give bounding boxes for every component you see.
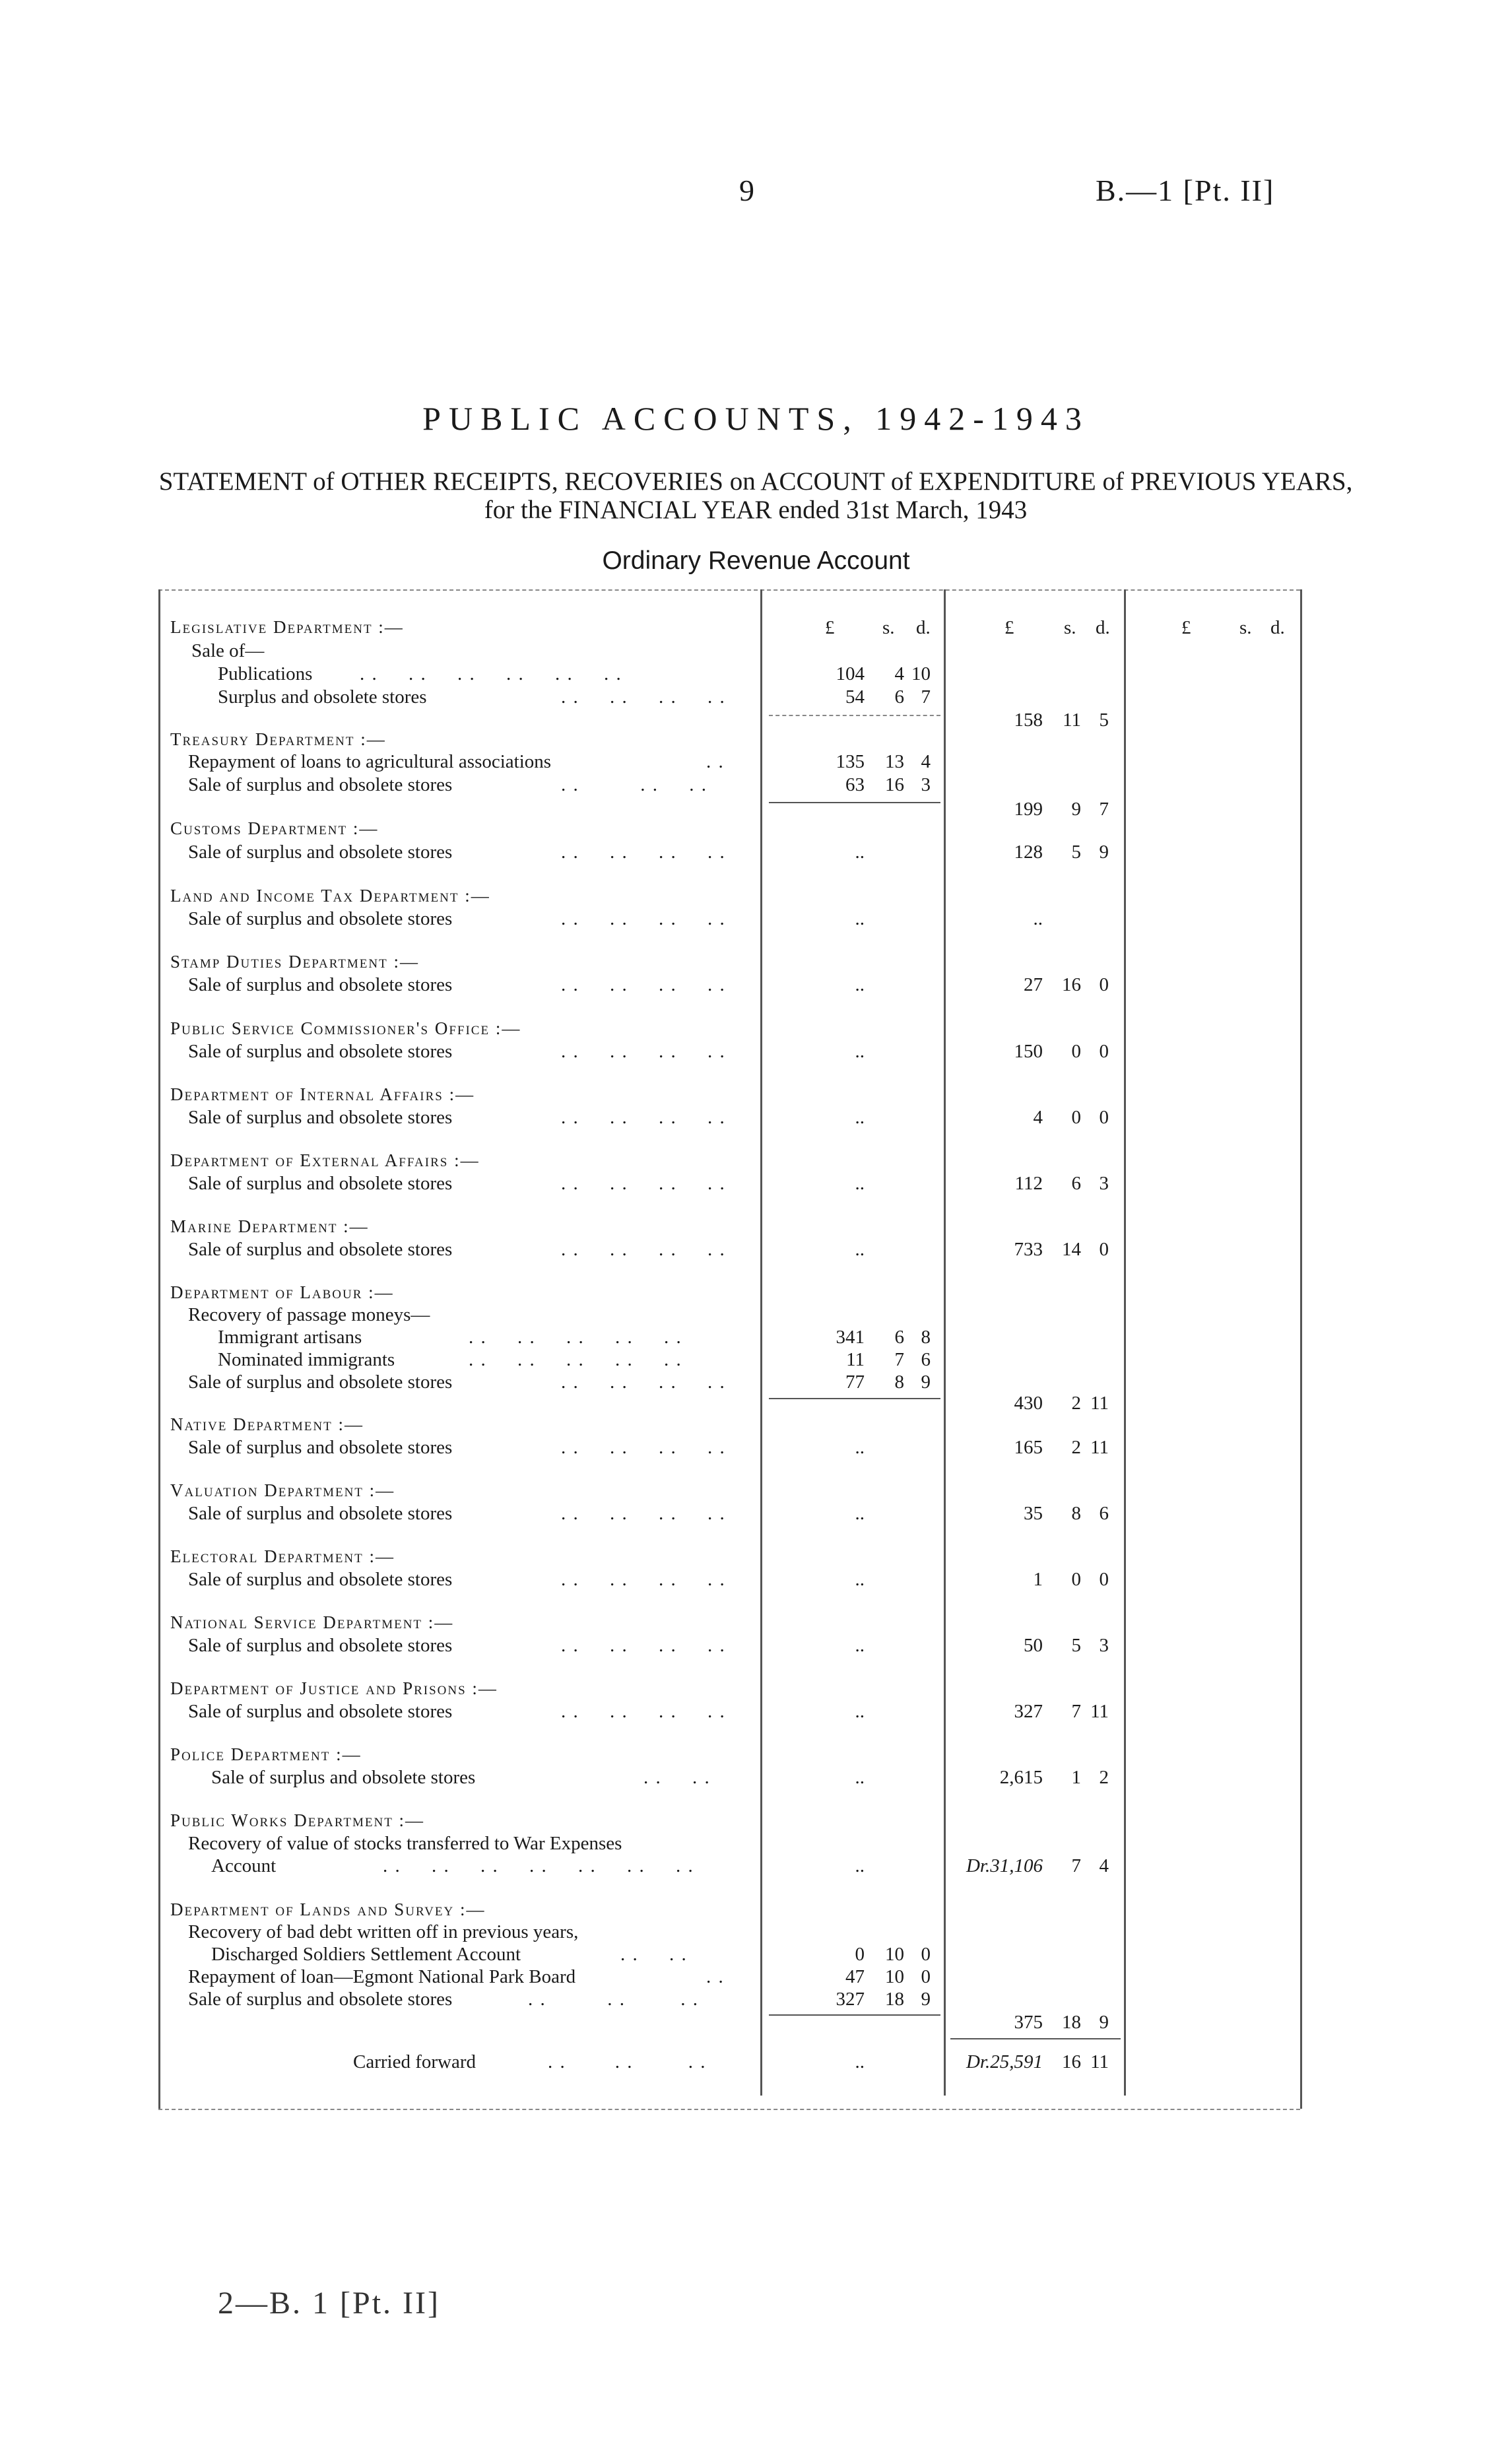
footer-reference: 2—B. 1 [Pt. II] [218,2286,440,2321]
dot-leader: . . . . . . . . [561,1437,726,1458]
amount-pounds: 104 [836,663,865,684]
dot-leader: . . . . . . . . . . [469,1349,682,1370]
dot-leader: . . . . . . . . [561,908,726,929]
column-divider-1 [760,589,762,2096]
empty-marker: .. [855,1569,865,1590]
amount-pence: 4 [921,751,931,772]
dot-leader: . . . . . . . . . . . . . . [383,1855,694,1876]
total-pence: 6 [1099,1503,1109,1524]
empty-marker: .. [855,974,865,995]
subtotal-rule [769,1398,940,1399]
heading-valuation: Valuation Department :— [170,1480,395,1500]
amount-pounds: 327 [836,1989,865,2010]
amount-shillings: 6 [894,686,904,708]
dot-leader: . . . . [643,1767,711,1788]
dot-leader: . . . . . . . . [561,1635,726,1656]
total-pounds: 35 [1024,1503,1043,1524]
subtotal-rule [769,2014,940,2016]
total-shillings: 1 [1071,1767,1081,1788]
lands-sale-label: Sale of surplus and obsolete stores [188,1989,453,2010]
total-shillings: 2 [1071,1437,1081,1458]
stamp-label: Sale of surplus and obsolete stores [188,974,453,995]
col2-pound-header: £ [1004,617,1014,638]
table-bottom-rule [158,2109,1300,2110]
dot-leader: . . . . . . . . [561,1503,726,1524]
empty-marker: .. [855,1855,865,1876]
total-shillings: 6 [1071,1173,1081,1194]
amount-shillings: 18 [885,1989,904,2010]
heading-customs: Customs Department :— [170,818,379,838]
police-label: Sale of surplus and obsolete stores [211,1767,476,1788]
lands-repayment-label: Repayment of loan—Egmont National Park Board [188,1966,576,1987]
total-pounds: 27 [1024,974,1043,995]
total-shillings: 7 [1071,1701,1081,1722]
col2-pence-header: d. [1096,617,1110,638]
amount-shillings: 4 [894,663,904,684]
amount-pounds: 0 [855,1944,865,1965]
labour-nominated-label: Nominated immigrants [218,1349,395,1370]
total-shillings: 9 [1071,799,1081,820]
total-shillings: 2 [1071,1393,1081,1414]
col1-pound-header: £ [825,617,835,638]
amount-pounds: 11 [846,1349,865,1370]
heading-land-income-tax: Land and Income Tax Department :— [170,886,490,906]
col2-shilling-header: s. [1064,617,1076,638]
total-rule [950,2038,1121,2039]
heading-police: Police Department :— [170,1744,362,1764]
heading-public-works: Public Works Department :— [170,1810,425,1830]
dot-leader: . . [706,751,725,772]
table-top-rule [158,589,1300,591]
carried-forward-pounds: Dr.25,591 [966,2051,1043,2072]
total-pounds: 375 [1014,2012,1043,2033]
total-pounds: 1 [1033,1569,1043,1590]
treasury-sale-label: Sale of surplus and obsolete stores [188,774,453,795]
total-pounds: 158 [1014,710,1043,731]
page-title: PUBLIC ACCOUNTS, 1942-1943 [422,400,1090,437]
total-shillings: 5 [1071,1635,1081,1656]
amount-pence: 0 [921,1944,931,1965]
marine-label: Sale of surplus and obsolete stores [188,1239,453,1260]
total-pence: 9 [1099,842,1109,863]
dot-leader: . . . . . . . . [561,1239,726,1260]
lands-recovery-line2: Discharged Soldiers Settlement Account [211,1944,521,1965]
heading-national-service: National Service Department :— [170,1612,454,1632]
justice-label: Sale of surplus and obsolete stores [188,1701,453,1722]
heading-justice-prisons: Department of Justice and Prisons :— [170,1678,498,1698]
total-pounds: 50 [1024,1635,1043,1656]
total-pence: 3 [1099,1635,1109,1656]
total-pounds: 733 [1014,1239,1043,1260]
heading-public-service: Public Service Commissioner's Office :— [170,1018,521,1038]
total-pence: 11 [1090,1393,1109,1414]
amount-pence: 0 [921,1966,931,1987]
dot-leader: . . . . . . . . [561,1701,726,1722]
total-pounds: 430 [1014,1393,1043,1414]
empty-marker: .. [855,1437,865,1458]
amount-pence: 8 [921,1327,931,1348]
heading-native: Native Department :— [170,1414,364,1434]
dot-leader: . . . . . . [548,2051,707,2072]
empty-marker: .. [855,2051,865,2072]
empty-marker: .. [855,1701,865,1722]
total-pence: 9 [1099,2012,1109,2033]
amount-pence: 7 [921,686,931,708]
column-divider-3 [1124,589,1126,2096]
total-pence: 11 [1090,1437,1109,1458]
amount-shillings: 13 [885,751,904,772]
total-empty: .. [1033,908,1043,929]
amount-pounds: 77 [845,1372,865,1393]
table-left-border [158,589,160,2109]
amount-pounds: 54 [845,686,865,708]
empty-marker: .. [855,1107,865,1128]
amount-pounds: 47 [845,1966,865,1987]
carried-forward-label: Carried forward [353,2051,476,2072]
total-pounds: 327 [1014,1701,1043,1722]
total-shillings: 5 [1071,842,1081,863]
land-tax-label: Sale of surplus and obsolete stores [188,908,453,929]
total-pence: 0 [1099,1569,1109,1590]
table-right-border [1300,589,1302,2109]
total-pence: 11 [1090,1701,1109,1722]
statement-title: STATEMENT of OTHER RECEIPTS, RECOVERIES on ACCOUNT of EXPENDITURE of PREVIOUS YEARS, for the FINANCIAL YEAR ended 31st March, 1943 [158,467,1353,524]
empty-marker: .. [855,842,865,863]
total-pounds: 2,615 [999,1767,1043,1788]
heading-external-affairs: Department of External Affairs :— [170,1150,480,1170]
amount-shillings: 6 [894,1327,904,1348]
legislative-surplus-label: Surplus and obsolete stores [218,686,427,708]
amount-shillings: 7 [894,1349,904,1370]
labour-sale-label: Sale of surplus and obsolete stores [188,1372,453,1393]
col3-shilling-header: s. [1239,617,1252,638]
dot-leader: . . . . . . . . [561,1107,726,1128]
total-pounds: Dr.31,106 [966,1855,1043,1876]
total-pence: 3 [1099,1173,1109,1194]
legislative-publications-label: Publications [218,663,313,684]
total-pounds: 199 [1014,799,1043,820]
amount-pence: 9 [921,1372,931,1393]
valuation-label: Sale of surplus and obsolete stores [188,1503,453,1524]
total-pence: 7 [1099,799,1109,820]
lands-recovery-line1: Recovery of bad debt written off in previous years, [188,1921,579,1942]
dot-leader: . . . . . . . . [561,974,726,995]
dot-leader: . . . . . . . . . . . . [360,663,622,684]
total-pence: 0 [1099,1239,1109,1260]
carried-forward-shillings: 16 [1062,2051,1081,2072]
heading-internal-affairs: Department of Internal Affairs :— [170,1084,475,1104]
total-pence: 0 [1099,1107,1109,1128]
total-shillings: 14 [1062,1239,1081,1260]
dot-leader: . . . . . . . . [561,1041,726,1062]
col1-shilling-header: s. [882,617,895,638]
electoral-label: Sale of surplus and obsolete stores [188,1569,453,1590]
total-shillings: 7 [1071,1855,1081,1876]
heading-marine: Marine Department :— [170,1216,369,1236]
psc-label: Sale of surplus and obsolete stores [188,1041,453,1062]
dot-leader: . . [706,1966,725,1987]
col3-pound-header: £ [1181,617,1191,638]
customs-label: Sale of surplus and obsolete stores [188,842,453,863]
carried-forward-pence: 11 [1090,2051,1109,2072]
dot-leader: . . . . . . [528,1989,699,2010]
heading-electoral: Electoral Department :— [170,1546,395,1566]
total-shillings: 0 [1071,1107,1081,1128]
total-shillings: 0 [1071,1569,1081,1590]
total-shillings: 0 [1071,1041,1081,1062]
total-pounds: 128 [1014,842,1043,863]
dot-leader: . . . . . . . . [561,842,726,863]
amount-pounds: 341 [836,1327,865,1348]
amount-shillings: 10 [885,1944,904,1965]
external-label: Sale of surplus and obsolete stores [188,1173,453,1194]
total-shillings: 18 [1062,2012,1081,2033]
empty-marker: .. [855,1173,865,1194]
document-reference: B.—1 [Pt. II] [1096,174,1275,207]
treasury-repayment-label: Repayment of loans to agricultural associations [188,751,552,772]
dot-leader: . . . . . . . . [561,1372,726,1393]
heading-stamp-duties: Stamp Duties Department :— [170,952,419,972]
empty-marker: .. [855,1239,865,1260]
dot-leader: . . . . [620,1944,688,1965]
total-pounds: 4 [1033,1107,1043,1128]
amount-pounds: 135 [836,751,865,772]
total-shillings: 11 [1063,710,1081,731]
public-works-label-line2: Account [211,1855,277,1876]
internal-label: Sale of surplus and obsolete stores [188,1107,453,1128]
labour-recovery: Recovery of passage moneys— [188,1304,430,1325]
total-shillings: 16 [1062,974,1081,995]
dot-leader: . . . . . . . . [561,686,726,708]
legislative-sale-of: Sale of— [191,640,265,661]
total-pounds: 165 [1014,1437,1043,1458]
native-label: Sale of surplus and obsolete stores [188,1437,453,1458]
national-service-label: Sale of surplus and obsolete stores [188,1635,453,1656]
heading-treasury: Treasury Department :— [170,729,386,749]
amount-shillings: 8 [894,1372,904,1393]
dot-leader: . . . . . . . . . . [469,1327,682,1348]
amount-shillings: 10 [885,1966,904,1987]
empty-marker: .. [855,1635,865,1656]
total-pence: 0 [1099,974,1109,995]
amount-pounds: 63 [845,774,865,795]
dot-leader: . . . . . . . . [561,1569,726,1590]
page-number: 9 [739,174,754,207]
labour-immigrant-label: Immigrant artisans [218,1327,362,1348]
dot-leader: . . . . . . [561,774,707,795]
empty-marker: .. [855,1767,865,1788]
total-pounds: 150 [1014,1041,1043,1062]
heading-legislative: Legislative Department :— [170,617,404,637]
amount-pence: 9 [921,1989,931,2010]
empty-marker: .. [855,1041,865,1062]
total-pence: 0 [1099,1041,1109,1062]
subtotal-rule [769,802,940,803]
total-shillings: 8 [1071,1503,1081,1524]
amount-pence: 10 [911,663,931,684]
col3-pence-header: d. [1270,617,1285,638]
heading-labour: Department of Labour :— [170,1282,394,1302]
subtotal-rule [769,715,940,716]
total-pence: 5 [1099,710,1109,731]
dot-leader: . . . . . . . . [561,1173,726,1194]
total-pence: 2 [1099,1767,1109,1788]
amount-pence: 3 [921,774,931,795]
amount-pence: 6 [921,1349,931,1370]
empty-marker: .. [855,1503,865,1524]
public-works-label-line1: Recovery of value of stocks transferred to War Expenses [188,1833,622,1854]
empty-marker: .. [855,908,865,929]
amount-shillings: 16 [885,774,904,795]
account-heading: Ordinary Revenue Account [602,546,910,575]
col1-pence-header: d. [916,617,931,638]
total-pence: 4 [1099,1855,1109,1876]
heading-lands-survey: Department of Lands and Survey :— [170,1900,486,1919]
total-pounds: 112 [1014,1173,1043,1194]
